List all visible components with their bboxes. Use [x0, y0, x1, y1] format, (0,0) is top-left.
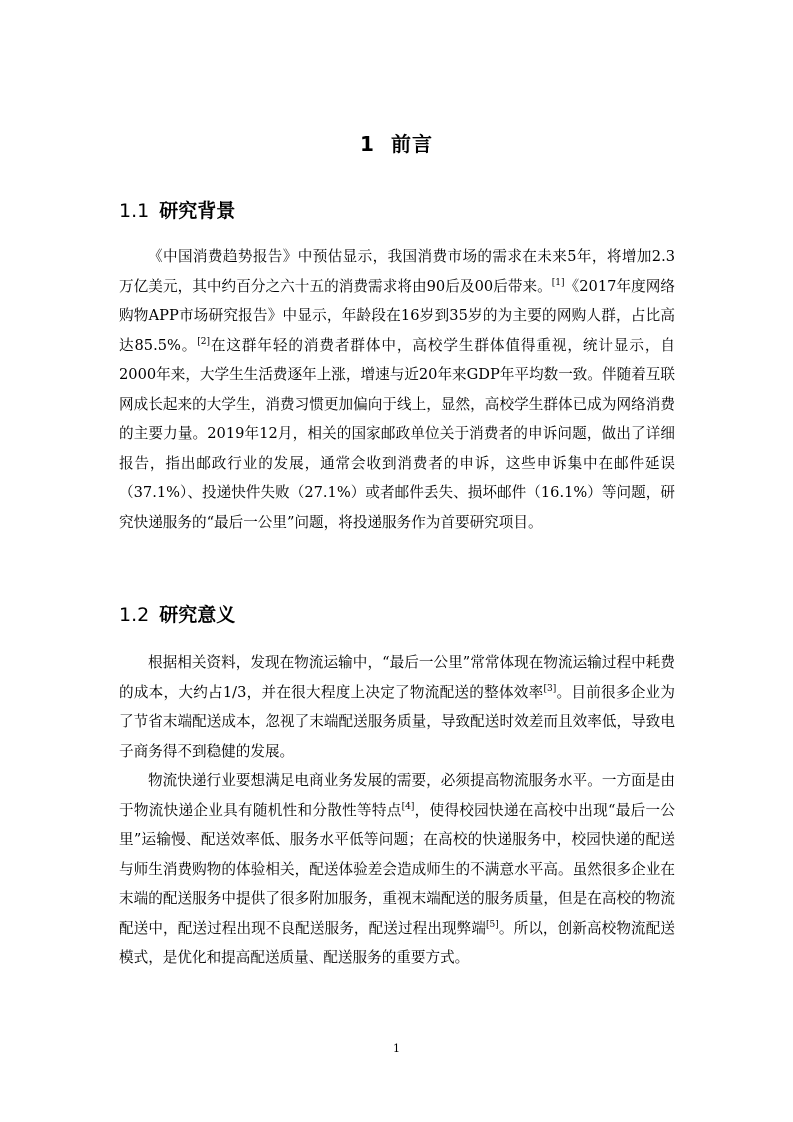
paragraph-background [119, 242, 675, 537]
page-number: 1 [393, 1042, 400, 1055]
citation-ref-3: [3] [543, 683, 557, 694]
citation-ref-5: [5] [486, 919, 499, 930]
paragraph-significance-1 [119, 648, 675, 766]
citation-ref-2: [2] [197, 336, 211, 347]
chapter-title-text: 前言 [390, 132, 433, 156]
paragraph-text: 《中国消费趋势报告》中预估显示，我国消费市场的需求在未来5年，将增加2.3万亿美元，其中约百分之六十五的消费需求将由90后及00后带来。 [119, 248, 675, 295]
chapter-title [0, 130, 793, 158]
citation-ref-4: [4] [401, 801, 415, 812]
chapter-number: 1 [360, 132, 375, 156]
citation-ref-1: [1] [551, 277, 565, 288]
paragraph-text: 。所以，创新高校物流配送模式，是优化和提高配送质量、配送服务的重要方式。 [119, 919, 675, 966]
paragraph-text: 《2017年度网络购物APP市场研究报告》中显示，年龄段在16岁到35岁的为主要的网购人群，占比高达85.5%。 [119, 277, 675, 354]
paragraph-text: 物流快递行业要想满足电商业务发展的需要，必须提高物流服务水平。一方面是由于物流快递企业具有随机性和分散性等特点 [119, 772, 675, 819]
section-heading-background [119, 198, 235, 224]
section-title: 研究意义 [159, 604, 236, 626]
paragraph-text: 。目前很多企业为了节省末端配送成本，忽视了末端配送服务质量，导致配送时效差而且效率低，导致电子商务得不到稳健的发展。 [119, 683, 675, 760]
section-number: 1.2 [119, 604, 150, 626]
paragraph-text: ，使得校园快递在高校中出现“最后一公里”运输慢、配送效率低、服务水平低等问题；在高校的快递服务中，校园快递的配送与师生消费购物的体验相关，配送体验差会造成师生的不满意水平高。虽然很多企业在末端的配送服务中提供了很多附加服务，重视末端配送的服务质量，但是在高校的物流配送中，配送过程出现不良配送服务，配送过程出现弊端 [119, 801, 675, 937]
paragraph-significance-2 [119, 766, 675, 973]
section-heading-significance [119, 602, 235, 628]
section-number: 1.1 [119, 200, 150, 222]
paragraph-text: 在这群年轻的消费者群体中，高校学生群体值得重视，统计显示，自2000年来，大学生生活费逐年上涨，增速与近20年来GDP年平均数一致。伴随着互联网成长起来的大学生，消费习惯更加偏向于线上，显然，高校学生群体已成为网络消费的主要力量。2019年12月，相关的国家邮政单位关于消费者的申诉问题，做出了详细报告，指出邮政行业的发展，通常会收到消费者的申诉，这些申诉集中在邮件延误（37.1%）、投递快件失败（27.1%）或者邮件丢失、损坏邮件（16.1%）等问题，研究快递服务的“最后一公里”问题，将投递服务作为首要研究项目。 [119, 336, 675, 531]
section-title: 研究背景 [159, 200, 236, 222]
paragraph-text: 根据相关资料，发现在物流运输中，“最后一公里”常常体现在物流运输过程中耗费的成本，大约占1/3，并在很大程度上决定了物流配送的整体效率 [119, 654, 675, 701]
